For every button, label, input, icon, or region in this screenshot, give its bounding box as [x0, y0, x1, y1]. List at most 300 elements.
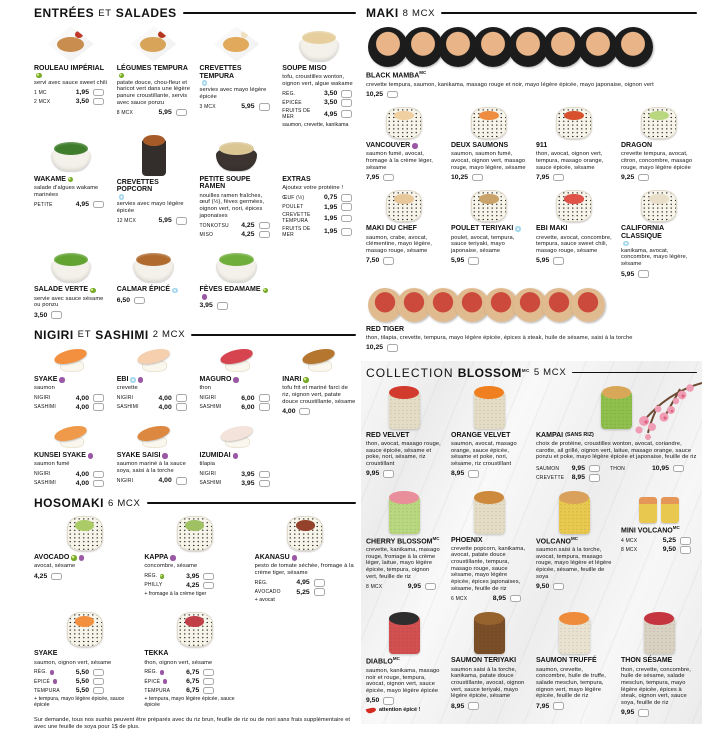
price-checkbox[interactable] — [203, 573, 214, 581]
item-description: tofu, croustilles wonton, oignon vert, algue wakame — [282, 74, 353, 87]
price-label: SASHIMI — [34, 404, 56, 411]
menu-item — [34, 348, 108, 415]
price-line — [200, 302, 270, 310]
price-checkbox[interactable] — [553, 257, 564, 265]
section-rule — [572, 372, 697, 374]
dish-photo — [471, 190, 507, 222]
dish-photo — [386, 107, 422, 139]
dish-photo — [471, 107, 507, 139]
trademark-superscript: MC — [432, 535, 440, 541]
price-checkbox[interactable] — [93, 201, 104, 209]
item-description: salade d'algues wakame marinées — [34, 184, 99, 198]
item-name-text: VANCOUVER — [366, 142, 411, 150]
item-name — [34, 452, 108, 460]
price-line — [34, 480, 104, 488]
price-label: RÉG. — [254, 579, 268, 586]
price-checkbox[interactable] — [383, 257, 394, 265]
price-line — [144, 678, 214, 686]
price-value: 10,95 — [651, 465, 669, 473]
price-line — [536, 702, 606, 710]
item-name — [200, 65, 274, 86]
item-name-text: DRAGON — [621, 142, 653, 150]
price-value: 9,95 — [407, 583, 421, 591]
dish-photo — [48, 26, 94, 62]
item-name — [255, 554, 356, 562]
item-name-text: CREVETTES TEMPURA — [199, 65, 242, 80]
price-line — [34, 98, 104, 106]
price-line — [282, 99, 352, 107]
item-description: saumon, kanikama, masago noir et rouge, tempura, avocat, oignon vert, sauce épicée, mayo légère épicée — [366, 667, 440, 694]
maki-piece — [438, 27, 478, 67]
purple-dot-icon — [233, 453, 239, 459]
item-note: + tempura, mayo légère épicée, sauce épicée — [144, 695, 235, 708]
menu-item — [200, 247, 274, 319]
price-value: 5,95 — [158, 217, 172, 225]
price-checkbox[interactable] — [93, 394, 104, 402]
dish-photo — [216, 424, 256, 449]
item-name-text: KUNSEI SYAKE — [34, 452, 86, 460]
item-prices — [144, 669, 214, 695]
item-description: crevette popcorn, kanikama, avocat, patate douce croustillante, tempura, masago rouge, sauce sésame, mayo légère épicée, épices japonaises, sésame, feuille de riz — [451, 545, 526, 592]
price-label: TONKOTSU — [199, 222, 229, 229]
price-checkbox[interactable] — [259, 222, 270, 230]
dish-photo — [131, 26, 177, 62]
item-prices — [117, 109, 187, 117]
price-checkbox[interactable] — [176, 394, 187, 402]
price-checkbox[interactable] — [341, 215, 352, 223]
item-description: pesto de tomate séchée, fromage à la crème tiger, sésame — [254, 563, 354, 576]
price-line — [366, 174, 436, 182]
menu-item — [117, 26, 191, 128]
price-checkbox[interactable] — [468, 257, 479, 265]
item-prices — [366, 583, 436, 591]
dish-photo — [644, 616, 675, 654]
item-name — [34, 554, 135, 562]
section-title-part: SASHIMI — [95, 327, 149, 342]
dish-photo — [287, 516, 323, 551]
item-name — [34, 65, 108, 78]
price-checkbox[interactable] — [314, 579, 325, 587]
item-name-text: POULET TERIYAKI — [451, 225, 514, 233]
price-checkbox[interactable] — [341, 228, 352, 236]
price-line — [255, 579, 325, 587]
price-line — [117, 477, 187, 485]
item-prices — [282, 194, 352, 238]
price-line — [366, 257, 436, 265]
price-checkbox[interactable] — [299, 408, 310, 416]
section-collection-blossom — [361, 361, 702, 724]
item-description: avocat, sésame — [34, 563, 76, 570]
price-label: 8 MCX — [116, 109, 134, 116]
price-value: 5,25 — [662, 537, 676, 545]
price-checkbox[interactable] — [93, 480, 104, 488]
section-grid — [366, 386, 697, 717]
item-prices — [621, 537, 691, 554]
item-prices — [144, 573, 214, 590]
price-line — [621, 537, 691, 545]
item-prices — [34, 311, 104, 319]
purple-dot-icon — [170, 555, 176, 561]
price-value: 4,95 — [296, 579, 310, 587]
price-line — [621, 709, 691, 717]
section-title-part: SALADES — [115, 6, 177, 20]
item-prices — [200, 302, 270, 310]
price-value: 9,50 — [366, 697, 380, 705]
item-prices — [34, 394, 104, 411]
item-prices — [536, 174, 606, 182]
price-label: PHILLY — [144, 582, 163, 589]
item-name-text: AKANASU — [254, 554, 290, 562]
price-checkbox[interactable] — [93, 678, 104, 686]
price-checkbox[interactable] — [51, 573, 62, 581]
price-checkbox[interactable] — [387, 91, 398, 99]
dish-photo — [298, 26, 340, 62]
price-label: SAUMON — [536, 465, 560, 472]
price-checkbox[interactable] — [176, 109, 187, 117]
left-column — [34, 6, 356, 737]
price-label: 2 MCX — [34, 98, 51, 105]
price-checkbox[interactable] — [553, 174, 564, 182]
item-note: saumon, crevette, kanikama — [282, 121, 349, 128]
price-label: ÉPICÉ — [34, 679, 74, 685]
purple-dot-icon — [412, 143, 418, 149]
price-label: RÉG. — [144, 573, 184, 579]
item-description: poulet, avocat, tempura, sauce teriyaki, mayo japonaise, sésame — [451, 234, 515, 254]
item-description: concombre, sésame — [144, 563, 198, 570]
dish-photo — [559, 616, 590, 654]
price-line — [451, 174, 521, 182]
price-checkbox[interactable] — [638, 270, 649, 278]
dish-photo — [142, 140, 166, 176]
item-name-text: CREVETTES POPCORN — [116, 178, 159, 194]
dish-photo — [601, 391, 632, 429]
section-title-part: $BLOSSOM^{MC}$ — [457, 365, 530, 380]
item-name — [34, 650, 135, 658]
item-name-text: THON SÉSAME — [621, 657, 673, 665]
price-checkbox[interactable] — [93, 471, 104, 479]
purple-dot-icon — [53, 679, 58, 684]
item-description: tofu frit et mariné farci de riz, oignon vert, patate douce croustillante, sésame — [282, 385, 356, 405]
price-line — [34, 669, 104, 677]
item-prices — [366, 697, 436, 705]
item-name-text: EXTRAS — [282, 175, 311, 183]
price-checkbox[interactable] — [259, 403, 270, 411]
item-prices — [34, 669, 104, 695]
price-value: 4,25 — [34, 572, 48, 580]
price-value: 4,00 — [158, 477, 172, 485]
item-name-text: SYAKE SAISI — [116, 452, 161, 460]
dish-photo — [134, 424, 174, 449]
price-checkbox[interactable] — [589, 474, 600, 482]
menu-item — [200, 424, 274, 487]
price-line — [117, 217, 187, 225]
price-checkbox[interactable] — [203, 669, 214, 677]
price-value: 6,00 — [241, 394, 255, 402]
price-value: 6,50 — [116, 296, 130, 304]
dish-photo — [556, 190, 592, 222]
item-prices — [34, 201, 104, 209]
price-checkbox[interactable] — [638, 174, 649, 182]
price-checkbox[interactable] — [341, 110, 352, 118]
price-value: 5,50 — [75, 668, 89, 676]
item-description: choix de protéine, croustilles wonton, avocat, coriandre, carotte, ail grillé, oignon vert, laitue, masago orange, sauce ponzu et poke, mayo légère épicée et japonaise, feuille de riz — [536, 440, 697, 461]
item-description: thon, oignon vert, sésame — [144, 659, 213, 666]
dish-photo — [67, 612, 103, 647]
price-label: NIGIRI — [199, 395, 216, 402]
price-checkbox[interactable] — [341, 194, 352, 202]
price-label: SASHIMI — [116, 404, 139, 411]
price-line — [282, 108, 352, 120]
item-description: saumon, avocat, masago orange, sauce épicée, sésame et poke, nori, sésame, riz croustillant — [451, 440, 517, 467]
price-value: 10,25 — [366, 344, 384, 352]
item-description: servi avec sauce sweet chili — [34, 79, 107, 86]
price-label: RÉG. — [144, 669, 184, 675]
dish-photo — [213, 26, 259, 62]
item-name-text: MAGURO — [199, 375, 232, 383]
item-name-note: (SANS RIZ) — [565, 431, 594, 438]
blue-dot-icon — [202, 80, 208, 86]
price-checkbox[interactable] — [93, 669, 104, 677]
price-checkbox[interactable] — [93, 89, 104, 97]
dish-photo — [177, 612, 213, 647]
price-label: 12 MCX — [116, 217, 137, 224]
price-checkbox[interactable] — [93, 98, 104, 106]
price-line — [255, 588, 325, 596]
price-line — [536, 465, 600, 473]
menu-item — [34, 26, 108, 128]
green-dot-icon — [71, 555, 77, 561]
dish-photo — [133, 247, 175, 283]
menu-item — [200, 348, 274, 415]
price-line — [282, 212, 352, 224]
blue-dot-icon — [119, 194, 125, 200]
dish-photo — [474, 391, 505, 429]
price-checkbox[interactable] — [176, 477, 187, 485]
price-label: SASHIMI — [199, 480, 222, 487]
item-name — [282, 176, 356, 184]
price-checkbox[interactable] — [673, 465, 684, 473]
price-value: 4,00 — [75, 394, 89, 402]
price-value: 9,95 — [621, 709, 635, 717]
price-line — [282, 226, 352, 238]
price-value: 1,95 — [324, 203, 338, 211]
item-description: saumon, saumon fumé, avocat, oignon vert, masago rouge, mayo légère, sésame — [451, 151, 526, 171]
price-checkbox[interactable] — [383, 697, 394, 705]
price-line — [34, 403, 104, 411]
section-title-part: ET — [77, 329, 92, 341]
price-value: 1,95 — [75, 89, 89, 97]
price-checkbox[interactable] — [425, 583, 436, 591]
item-name — [451, 142, 527, 150]
price-value: 0,75 — [324, 194, 338, 202]
dish-photo — [134, 348, 174, 373]
price-checkbox[interactable] — [203, 678, 214, 686]
price-checkbox[interactable] — [510, 595, 521, 603]
item-description: thon — [199, 385, 211, 392]
price-checkbox[interactable] — [203, 687, 214, 695]
price-value: 6,00 — [241, 403, 255, 411]
purple-dot-icon — [79, 555, 85, 561]
price-value: 4,00 — [75, 479, 89, 487]
item-name — [366, 537, 442, 546]
price-value: 5,95 — [158, 109, 172, 117]
price-checkbox[interactable] — [93, 687, 104, 695]
price-checkbox[interactable] — [553, 583, 564, 591]
price-checkbox[interactable] — [134, 297, 145, 305]
price-value: 5,95 — [621, 270, 635, 278]
purple-dot-icon — [160, 670, 165, 675]
item-description: nouilles ramen fraîches, œuf (½), fèves germées, oignon vert, nori, épices japonaises — [199, 192, 265, 219]
section-rule — [191, 334, 356, 336]
item-name — [144, 650, 245, 658]
item-name-text: KAMPAI — [536, 431, 564, 439]
price-checkbox[interactable] — [203, 582, 214, 590]
price-line — [282, 408, 352, 416]
price-label: FRUITS DE MER — [282, 225, 311, 238]
price-checkbox[interactable] — [259, 480, 270, 488]
price-value: 9,95 — [366, 470, 380, 478]
price-checkbox[interactable] — [341, 99, 352, 107]
item-note: + fromage à la crème tiger — [144, 590, 207, 597]
item-name — [366, 657, 442, 666]
price-checkbox[interactable] — [259, 471, 270, 479]
menu-item — [451, 491, 527, 603]
price-checkbox[interactable] — [472, 174, 483, 182]
price-checkbox[interactable] — [259, 103, 270, 111]
price-checkbox[interactable] — [383, 470, 394, 478]
item-description: saumon fumé, avocat, fromage à la crème léger, sésame — [366, 151, 433, 171]
price-checkbox[interactable] — [680, 537, 691, 545]
price-checkbox[interactable] — [553, 702, 564, 710]
dish-photo — [51, 348, 91, 373]
price-checkbox[interactable] — [259, 394, 270, 402]
item-description: thon, avocat, masago rouge, sauce épicée, sésame et poke, nori, sésame, riz croustillant — [366, 440, 441, 467]
price-checkbox[interactable] — [341, 90, 352, 98]
menu-item — [451, 386, 527, 482]
item-description: thon, crevette, concombre, huile de sésame, salade mesclun, tempura, mayo légère épicée, épices à steak, oignon vert, sauce soya, feuille de riz — [621, 666, 691, 706]
price-value: 3,50 — [324, 99, 338, 107]
price-line — [282, 203, 352, 211]
price-line — [621, 546, 691, 554]
item-name — [536, 225, 612, 233]
item-name — [366, 71, 697, 80]
item-prices — [536, 702, 606, 710]
item-description: saumon fumé — [34, 461, 70, 468]
item-prices — [366, 174, 436, 182]
item-name-text: FÈVES EDAMAME — [199, 286, 261, 294]
price-value: 9,95 — [571, 465, 585, 473]
item-name-text: INARI — [282, 375, 302, 383]
price-line — [117, 394, 187, 402]
price-checkbox[interactable] — [93, 403, 104, 411]
purple-dot-icon — [138, 377, 144, 383]
dish-photo — [216, 348, 256, 373]
menu-item — [366, 491, 442, 603]
green-dot-icon — [263, 288, 269, 294]
item-name-text: PETITE SOUPE RAMEN — [199, 175, 251, 191]
price-line — [144, 669, 214, 677]
spicy-warning-text: attention épicé ! — [379, 707, 421, 714]
item-description: Ajoutez votre protéine ! — [282, 184, 344, 191]
price-checkbox[interactable] — [51, 311, 62, 319]
purple-dot-icon — [202, 294, 208, 300]
item-prices — [451, 470, 521, 478]
price-checkbox[interactable] — [314, 588, 325, 596]
price-value: 7,95 — [536, 702, 550, 710]
section-header — [366, 6, 697, 20]
price-value: 4,00 — [282, 407, 296, 415]
purple-dot-icon — [233, 377, 239, 383]
item-name — [536, 432, 697, 440]
dish-photo — [215, 247, 257, 283]
price-checkbox[interactable] — [387, 344, 398, 352]
item-prices — [200, 394, 270, 411]
dish-photo — [50, 137, 92, 173]
maki-piece — [403, 27, 443, 67]
green-dot-icon — [68, 177, 74, 183]
menu-item — [366, 107, 442, 181]
price-checkbox[interactable] — [176, 217, 187, 225]
price-checkbox[interactable] — [341, 203, 352, 211]
price-label: 6 MCX — [451, 595, 468, 602]
section-header — [34, 496, 356, 510]
price-line — [117, 403, 187, 411]
item-name — [621, 657, 697, 665]
menu-item — [117, 424, 191, 487]
price-line — [366, 470, 436, 478]
price-checkbox[interactable] — [680, 546, 691, 554]
footer-note: Sur demande, tous nos sushis peuvent être préparés avec du riz brun, feuille de riz ou de nori sans frais supplémentaire et avec une feuille de soya pour 1$ de plus. — [34, 717, 351, 731]
price-checkbox[interactable] — [259, 231, 270, 239]
green-dot-icon — [160, 574, 165, 579]
item-name — [200, 376, 274, 384]
price-checkbox[interactable] — [468, 470, 479, 478]
price-checkbox[interactable] — [176, 403, 187, 411]
maki-piece — [368, 27, 408, 67]
item-description: servie avec sauce sésame ou ponzu — [34, 295, 104, 309]
dish-photo — [366, 26, 697, 68]
price-label: RÉG. — [34, 669, 74, 675]
price-checkbox[interactable] — [217, 302, 228, 310]
item-prices — [282, 90, 352, 120]
price-checkbox[interactable] — [638, 709, 649, 717]
menu-item — [144, 516, 245, 603]
item-description: kanikama, avocat, concombre, mayo légère, sésame — [621, 247, 688, 268]
price-value: 9,50 — [662, 546, 676, 554]
blue-dot-icon — [130, 377, 136, 383]
price-label: 8 MCX — [621, 546, 638, 553]
section-header — [34, 6, 356, 20]
price-label: SASHIMI — [34, 480, 56, 487]
item-prices — [34, 573, 104, 581]
item-name-text: MAKI DU CHEF — [366, 225, 417, 233]
price-label: NIGIRI — [116, 477, 134, 484]
item-name-text: TEKKA — [144, 650, 169, 658]
right-column — [366, 6, 697, 724]
price-line — [366, 344, 436, 352]
price-value: 5,50 — [75, 678, 89, 686]
price-checkbox[interactable] — [468, 702, 479, 710]
price-checkbox[interactable] — [589, 465, 600, 473]
price-checkbox[interactable] — [383, 174, 394, 182]
purple-dot-icon — [163, 679, 168, 684]
price-value: 3,50 — [75, 98, 89, 106]
menu-item — [34, 247, 108, 319]
dish-photo — [67, 516, 103, 551]
item-prices — [366, 470, 436, 478]
item-name — [117, 452, 191, 460]
price-value: 3,50 — [34, 311, 48, 319]
